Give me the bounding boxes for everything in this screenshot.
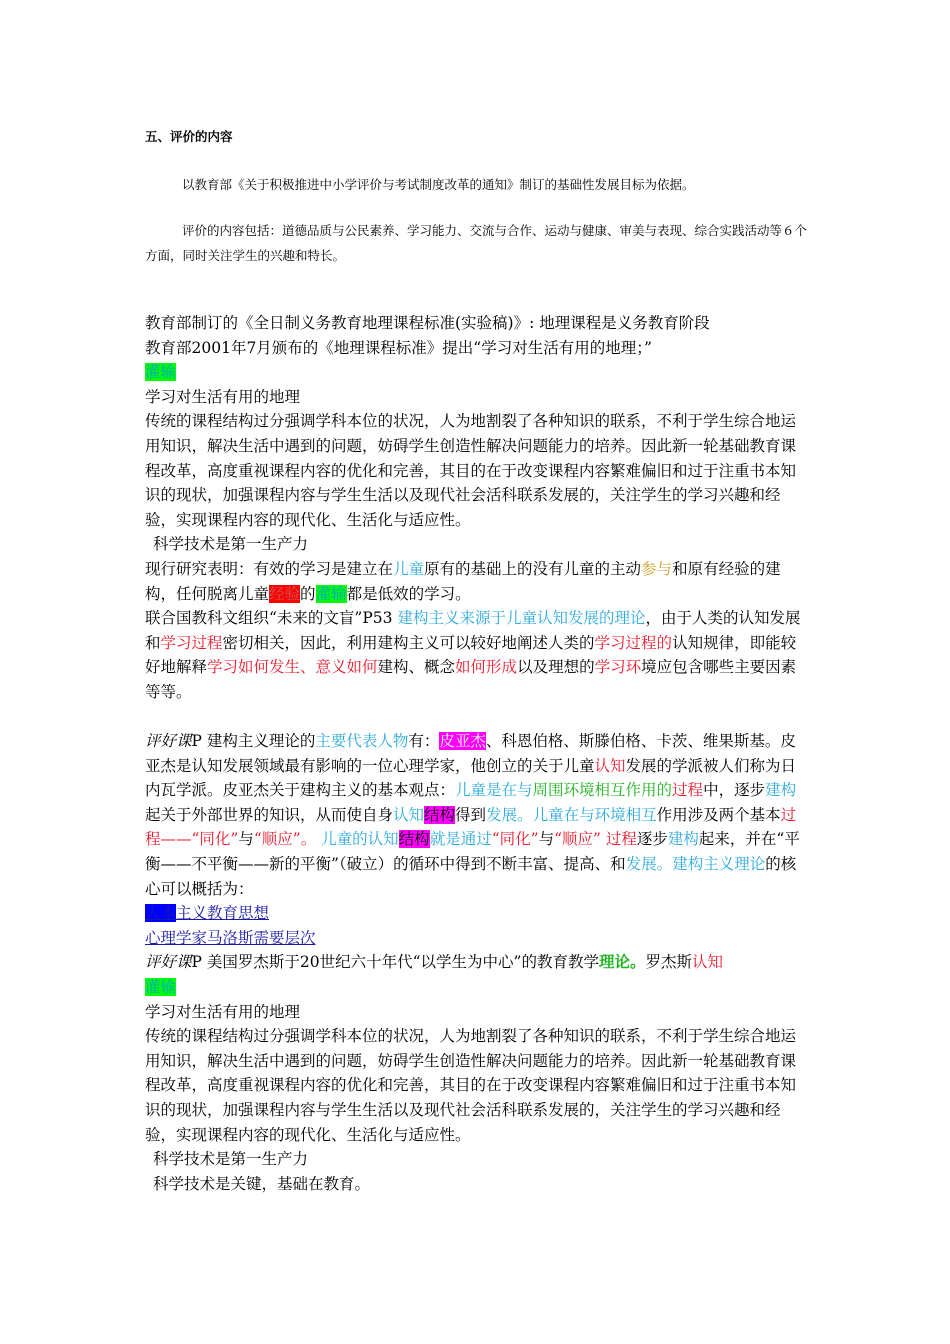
rogers-paragraph: 评好课P 美国罗杰斯于20世纪六十年代“以学生为中心”的教育教学理论。罗杰斯认知 [145, 952, 723, 972]
curriculum-line-1: 教育部制订的《全日制义务教育地理课程标准(实验稿)》: 地理课程是义务教育阶段 [145, 314, 710, 332]
science-line-2: 科学技术是第一生产力 [153, 1150, 309, 1169]
curriculum-line-2: 教育部2001年7月颁布的《地理课程标准》提出“学习对生活有用的地理；” [145, 338, 652, 357]
research-paragraph: 现行研究表明：有效的学习是建立在儿童原有的基础上的没有儿童的主动参与和原有经验的建构，任何脱离儿童经验的灌输都是低效的学习。 [145, 559, 781, 603]
evaluation-contents: 评价的内容包括：道德品质与公民素养、学习能力、交流与合作、运动与健康、审美与表现、综合实践活动等６个方面，同时关注学生的兴趣和特长。 [145, 223, 808, 263]
curriculum-paragraph-2: 传统的课程结构过分强调学科本位的状况，人为地割裂了各种知识的联系，不利于学生综合地运用知识，解决生活中遇到的问题，妨碍学生创造性解决问题能力的培养。因此新一轮基础教育课程改革，高度重视课程内容的优化和完善，其目的在于改变课程内容繁难偏旧和过于注重书本知识的现状，加强课程内容与学生生活以及现代社会活科联系发展的，关注学生的学习兴趣和经验，实现课程内容的现代化、生活化与适应性。 [145, 1027, 797, 1144]
curriculum-paragraph: 传统的课程结构过分强调学科本位的状况，人为地割裂了各种知识的联系，不利于学生综合地运用知识，解决生活中遇到的问题，妨碍学生创造性解决问题能力的培养。因此新一轮基础教育课程改革，高度重视课程内容的优化和完善，其目的在于改变课程内容繁难偏旧和过于注重书本知识的现状，加强课程内容与学生生活以及现代社会活科联系发展的，关注学生的学习兴趣和经验，实现课程内容的现代化、生活化与适应性。 [145, 412, 797, 529]
highlight-tag: 灌输 [145, 363, 177, 382]
science-line: 科学技术是第一生产力 [153, 535, 309, 554]
main-text-block [145, 311, 807, 1196]
humanism-link[interactable]: 人本主义教育思想 [145, 904, 270, 923]
maslow-link[interactable]: 心理学家马洛斯需要层次 [145, 928, 316, 947]
unesco-paragraph: 联合国教科文组织“未来的文盲”P53 建构主义来源于儿童认知发展的理论，由于人类的认知发展和学习过程密切相关，因此，利用建构主义可以较好地阐述人类的学习过程的认知规律，即能较好地解释学习如何发生、意义如何建构、概念如何形成以及理想的学习环境应包含哪些主要因素等等。 [145, 609, 801, 701]
piaget-paragraph: 评好课P 建构主义理论的主要代表人物有：皮亚杰、科恩伯格、斯滕伯格、卡茨、维果斯基。皮亚杰是认知发展领域最有影响的一位心理学家，他创立的关于儿童认知发展的学派被人们称为日内瓦学派。皮亚杰关于建构主义的基本观点：儿童是在与周围环境相互作用的过程中，逐步建构起关于外部世界的知识，从而使自身认知结构得到发展。儿童在与环境相互作用涉及两个基本过程——“同化”与“顺应”。 儿童的认知结构就是通过“同化”与“顺应” 过程逐步建构起来，并在“平衡——不平衡——新的平衡”（破立）的循环中得到不断丰富、提高、和发展。建构主义理论的核心可以概括为： [145, 732, 800, 898]
paragraph-heading-2: 学习对生活有用的地理 [145, 1002, 301, 1021]
science-line-3: 科学技术是关键，基础在教育。 [153, 1174, 371, 1193]
highlight-tag-2: 灌输 [145, 978, 177, 997]
evaluation-basis: 以教育部《关于积极推进中小学评价与考试制度改革的通知》制订的基础性发展目标为依据。 [182, 177, 695, 192]
section-title: 五、评价的内容 [145, 129, 233, 144]
paragraph-heading: 学习对生活有用的地理 [145, 387, 301, 406]
